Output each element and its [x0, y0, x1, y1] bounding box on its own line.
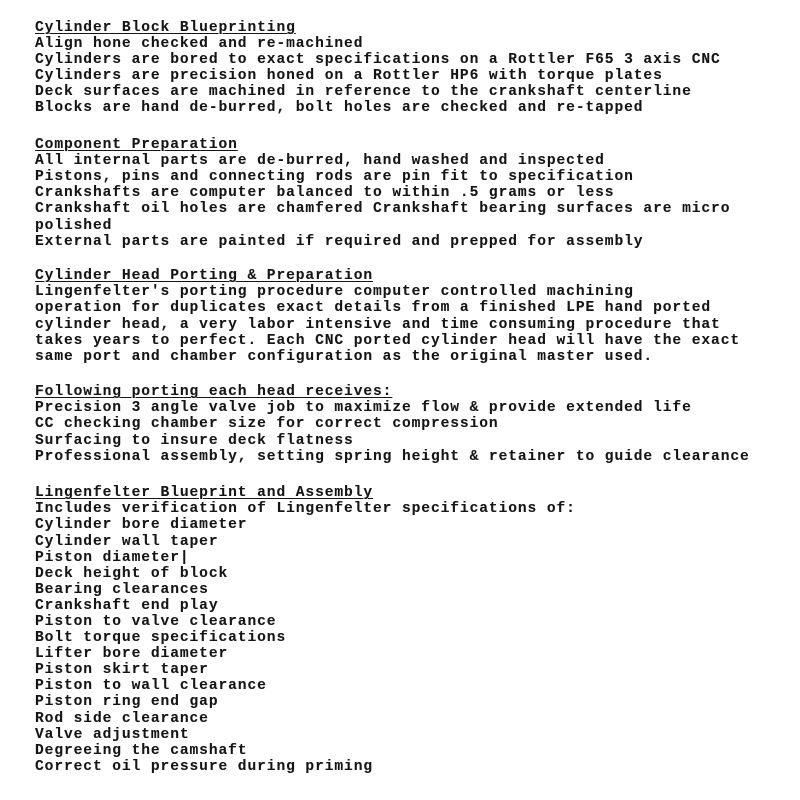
section-blueprint-and-assembly [35, 485, 795, 775]
list-item: Deck height of block [35, 565, 229, 582]
list-item: All internal parts are de-burred, hand washed and inspected [35, 153, 605, 170]
list-item: Crankshafts are computer balanced to within .5 grams or less [35, 185, 615, 202]
paragraph-line: same port and chamber configuration as the original master used. [35, 348, 654, 365]
list-item: Professional assembly, setting spring height & retainer to guide clearance [35, 448, 750, 465]
section-heading: Following porting each head receives: [35, 384, 393, 401]
list-item: Pistons, pins and connecting rods are pin fit to specification [35, 169, 634, 186]
list-item: Cylinders are precision honed on a Rottler HP6 with torque plates [35, 68, 663, 85]
list-item: Bearing clearances [35, 581, 209, 598]
list-item: Piston to wall clearance [35, 678, 267, 695]
paragraph-line: operation for duplicates exact details from a finished LPE hand ported [35, 300, 712, 317]
list-item: Piston diameter| [35, 549, 190, 566]
list-item: Cylinder bore diameter [35, 517, 248, 534]
list-item: polished [35, 217, 113, 234]
list-item: Cylinders are bored to exact specifications on a Rottler F65 3 axis CNC [35, 52, 721, 69]
list-item: Rod side clearance [35, 710, 209, 727]
list-item: External parts are painted if required and prepped for assembly [35, 233, 644, 250]
list-item: Piston ring end gap [35, 694, 219, 711]
paragraph-line: Lingenfelter's porting procedure computer controlled machining [35, 284, 634, 301]
paragraph-line: takes years to perfect. Each CNC ported cylinder head will have the exact [35, 332, 741, 349]
section-heading: Component Preparation [35, 137, 238, 154]
section-cylinder-head-porting [35, 268, 795, 365]
list-item: CC checking chamber size for correct compression [35, 416, 499, 433]
list-item: Crankshaft oil holes are chamfered Crankshaft bearing surfaces are micro [35, 201, 731, 218]
document-page [35, 20, 795, 795]
list-item: Bolt torque specifications [35, 630, 287, 647]
list-item: Piston skirt taper [35, 662, 209, 679]
list-item: Lifter bore diameter [35, 646, 229, 663]
list-item: Precision 3 angle valve job to maximize flow & provide extended life [35, 400, 692, 417]
list-item: Blocks are hand de-burred, bolt holes are checked and re-tapped [35, 100, 644, 117]
list-item: Correct oil pressure during priming [35, 758, 374, 775]
list-item: Align hone checked and re-machined [35, 36, 364, 53]
section-heading: Lingenfelter Blueprint and Assembly [35, 485, 374, 502]
list-item: Crankshaft end play [35, 597, 219, 614]
list-item: Degreeing the camshaft [35, 742, 248, 759]
list-item: Cylinder wall taper [35, 533, 219, 550]
section-heading: Cylinder Block Blueprinting [35, 20, 296, 36]
section-heading: Cylinder Head Porting & Preparation [35, 268, 374, 285]
list-item: Deck surfaces are machined in reference to the crankshaft centerline [35, 84, 692, 101]
paragraph-line: cylinder head, a very labor intensive and time consuming procedure that [35, 316, 721, 333]
section-following-porting [35, 384, 795, 464]
section-cylinder-block-blueprinting [35, 20, 795, 117]
section-component-preparation [35, 137, 795, 250]
list-item: Surfacing to insure deck flatness [35, 432, 354, 449]
list-item: Valve adjustment [35, 726, 190, 743]
list-item: Includes verification of Lingenfelter specifications of: [35, 501, 576, 518]
list-item: Piston to valve clearance [35, 614, 277, 630]
